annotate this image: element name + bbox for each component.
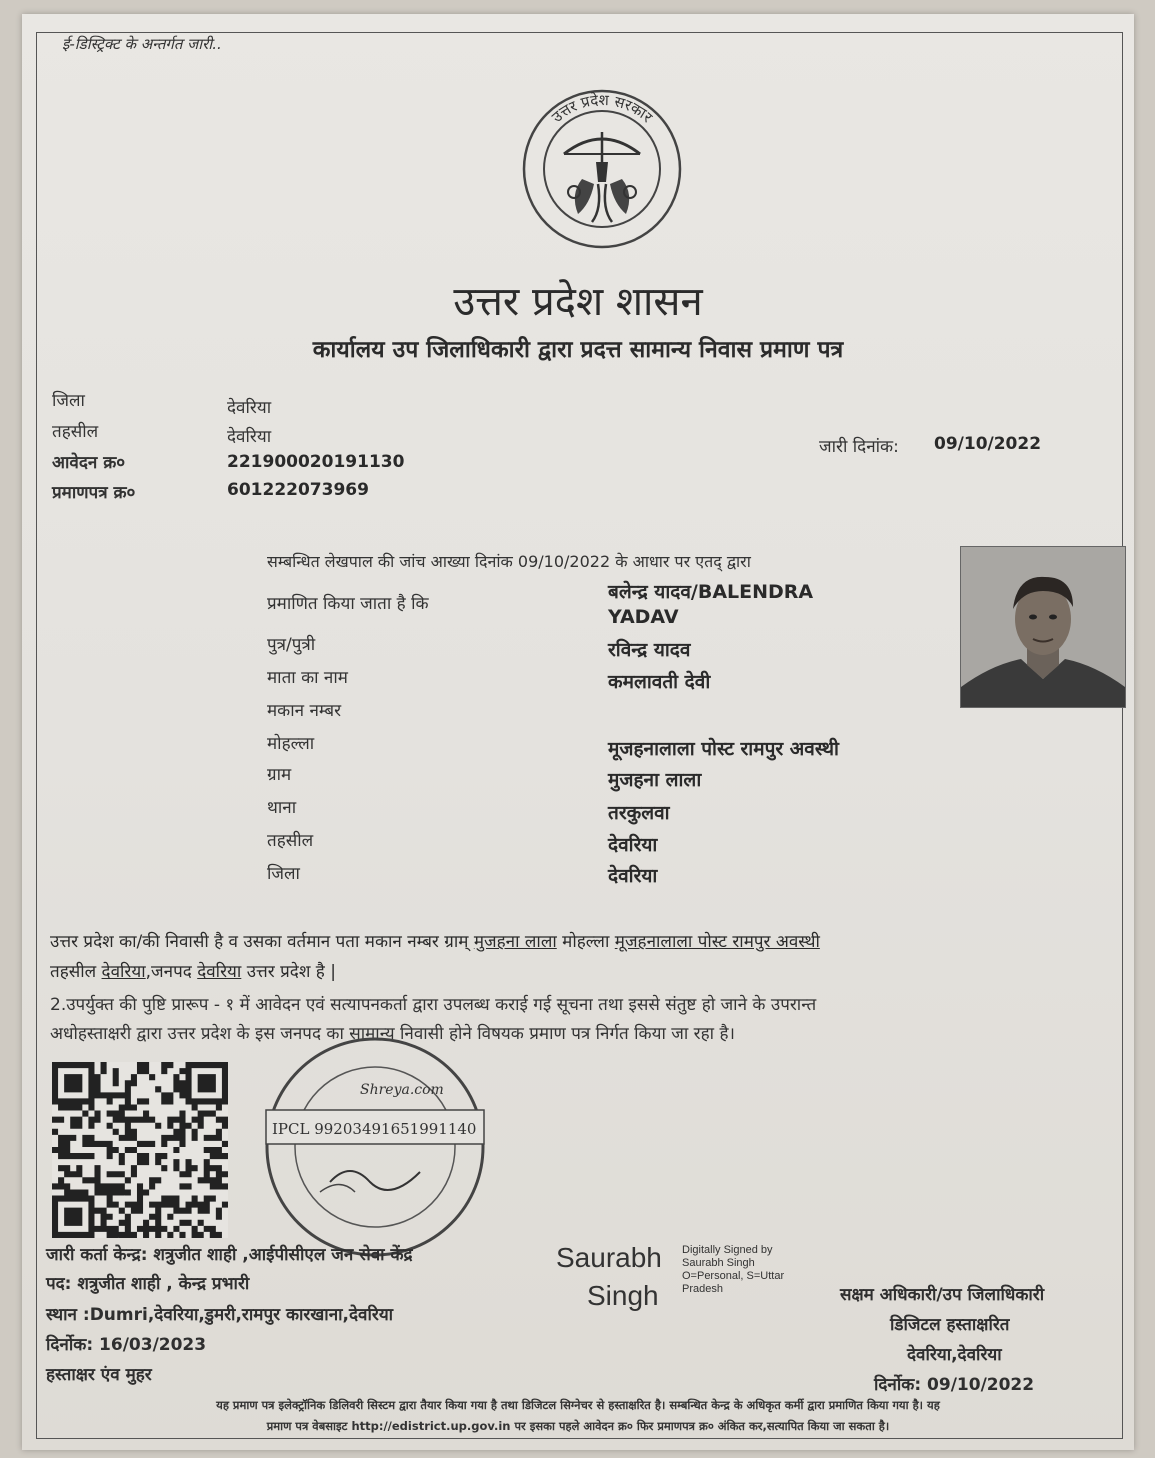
para1-village: मुजहना लाला bbox=[473, 932, 557, 952]
issuer-date: दिर्नोक: 16/03/2023 bbox=[46, 1335, 207, 1355]
intro-line: सम्बन्धित लेखपाल की जांच आख्या दिनांक 09/10/2022 के आधार पर एतद् द्वारा bbox=[267, 552, 751, 571]
signature-meta: Digitally Signed by Saurabh Singh O=Personal, S=Uttar Pradesh bbox=[682, 1244, 785, 1295]
para1-text-5: उत्तर प्रदेश है | bbox=[246, 962, 336, 982]
stamp-site: Shreya.com bbox=[360, 1082, 444, 1098]
field-value-name-cont: YADAV bbox=[608, 606, 679, 628]
field-value-tehsil: देवरिया bbox=[608, 834, 658, 856]
verification-line-1: 2.उपर्युक्त की पुष्टि प्रारूप - १ में आवेदन एवं सत्यापनकर्ता द्वारा उपलब्ध कराई गई सूचना तथा इससे संतुष्ट हो जाने के उपरान्त bbox=[50, 995, 817, 1015]
para1-mohalla: मूजहनालाला पोस्ट रामपुर अवस्थी bbox=[614, 932, 820, 952]
field-label-mohalla: मोहल्ला bbox=[267, 734, 315, 754]
para1-district: देवरिया bbox=[197, 962, 242, 982]
jan-seva-kendra-stamp-icon bbox=[260, 1032, 490, 1262]
para1-tehsil: देवरिया bbox=[101, 962, 146, 982]
field-label-son-daughter: पुत्र/पुत्री bbox=[267, 635, 316, 655]
meta-label-tehsil: तहसील bbox=[52, 422, 99, 442]
residence-paragraph bbox=[50, 927, 1110, 987]
meta-value-application-no: 221900020191130 bbox=[227, 452, 405, 472]
government-title: उत्तर प्रदेश शासन bbox=[453, 279, 703, 325]
meta-value-district: देवरिया bbox=[227, 398, 272, 418]
field-label-house-no: मकान नम्बर bbox=[267, 701, 342, 721]
up-government-emblem-icon bbox=[512, 84, 692, 254]
issuer-sign-label: हस्ताक्षर एंव मुहर bbox=[46, 1365, 152, 1385]
signature-name-first: Saurabh bbox=[556, 1242, 662, 1273]
certificate-title: कार्यालय उप जिलाधिकारी द्वारा प्रदत्त सामान्य निवास प्रमाण पत्र bbox=[312, 337, 844, 363]
issue-date: 09/10/2022 bbox=[934, 434, 1042, 454]
footer-line-2: प्रमाण पत्र वेबसाइट http://edistrict.up.gov.in पर इसका पहले आवेदन क्र० फिर प्रमाणपत्र क्र० अंकित कर,सत्यापित किया जा सकता है। bbox=[266, 1419, 890, 1433]
authority-digital-signed: डिजिटल हस्ताक्षरित bbox=[890, 1315, 1010, 1335]
para1-text-4: ,जनपद bbox=[145, 962, 192, 982]
field-label-certified: प्रमाणित किया जाता है कि bbox=[267, 594, 429, 614]
field-label-district: जिला bbox=[267, 864, 300, 884]
emblem-text: उत्तर प्रदेश सरकार bbox=[548, 90, 657, 127]
issuer-center: जारी कर्ता केन्द्र: शत्रुजीत शाही ,आईपीसीएल जन सेवा केंद्र bbox=[46, 1245, 413, 1265]
stamp-code: IPCL 99203491651991140 bbox=[272, 1120, 477, 1138]
issuer-place: स्थान :Dumri,देवरिया,डुमरी,रामपुर कारखाना,देवरिया bbox=[46, 1305, 394, 1325]
footer-line-1: यह प्रमाण पत्र इलेक्ट्रॉनिक डिलिवरी सिस्टम द्वारा तैयार किया गया है तथा डिजिटल सिग्नेचर से हस्ताक्षरित है। सम्बन्धित केन्द्र के अधिकृत कर्मी द्वारा प्रमाणित किया गया है। यह bbox=[216, 1398, 940, 1412]
svg-text:उत्तर प्रदेश सरकार bbox=[548, 91, 657, 127]
field-value-district: देवरिया bbox=[608, 865, 658, 887]
para1-text-2: मोहल्ला bbox=[562, 932, 610, 952]
meta-label-application-no: आवेदन क्र० bbox=[52, 453, 126, 473]
applicant-photo-icon bbox=[960, 546, 1126, 708]
field-label-tehsil: तहसील bbox=[267, 831, 314, 851]
issuer-post: पद: शत्रुजीत शाही , केन्द्र प्रभारी bbox=[46, 1274, 250, 1294]
field-label-village: ग्राम bbox=[267, 765, 292, 785]
field-value-police-station: तरकुलवा bbox=[608, 802, 670, 824]
header-note: ई-डिस्ट्रिक्ट के अन्तर्गत जारी.. bbox=[62, 35, 222, 53]
field-value-mohalla: मूजहनालाला पोस्ट रामपुर अवस्थी bbox=[608, 738, 839, 760]
meta-value-tehsil: देवरिया bbox=[227, 427, 272, 447]
meta-label-district: जिला bbox=[52, 391, 85, 411]
authority-title: सक्षम अधिकारी/उप जिलाधिकारी bbox=[840, 1285, 1045, 1305]
qr-code-icon bbox=[52, 1062, 228, 1238]
field-value-mother: कमलावती देवी bbox=[608, 671, 711, 693]
field-label-police-station: थाना bbox=[267, 798, 297, 818]
meta-label-certificate-no: प्रमाणपत्र क्र० bbox=[52, 483, 136, 503]
field-value-father: रविन्द्र यादव bbox=[608, 639, 691, 661]
authority-date: दिर्नोक: 09/10/2022 bbox=[874, 1375, 1035, 1395]
issue-date-label: जारी दिनांक: bbox=[819, 437, 899, 457]
certificate-paper bbox=[22, 14, 1134, 1450]
verification-line-2: अधोहस्ताक्षरी द्वारा उत्तर प्रदेश के इस जनपद का सामान्य निवासी होने विषयक प्रमाण पत्र निर्गत किया जा रहा है। bbox=[50, 1024, 735, 1044]
meta-value-certificate-no: 601222073969 bbox=[227, 480, 369, 500]
para1-text-3: तहसील bbox=[50, 962, 97, 982]
footer-note bbox=[22, 1395, 1134, 1437]
field-value-name: बलेन्द्र यादव/BALENDRA bbox=[608, 581, 814, 603]
authority-location: देवरिया,देवरिया bbox=[907, 1345, 1002, 1365]
field-value-village: मुजहना लाला bbox=[608, 769, 702, 791]
para1-text-1: उत्तर प्रदेश का/की निवासी है व उसका वर्तमान पता मकान नम्बर ग्राम् bbox=[50, 932, 469, 952]
signature-name-last: Singh bbox=[587, 1280, 659, 1311]
field-label-mother: माता का नाम bbox=[267, 668, 348, 688]
